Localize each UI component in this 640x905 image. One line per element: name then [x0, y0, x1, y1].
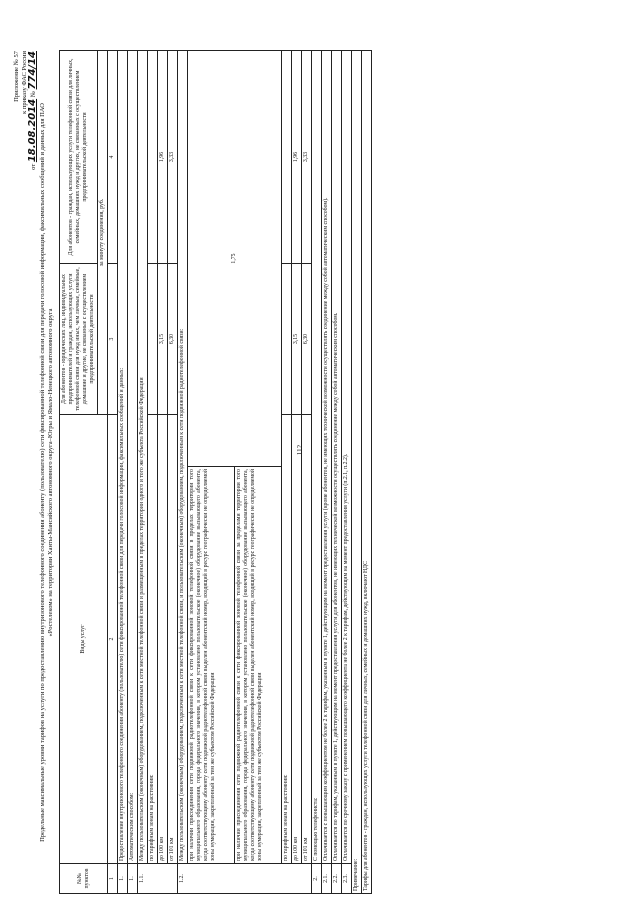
header-legal: Для абонентов - юридических лиц, индивидуальных предпринимателей и граждан, использующих услуги телефонной связи для нужд иных, чем личные, семейные, домашние и другие, не связанные с осуществлением предпринимательской деятельности [60, 264, 98, 415]
table-row [292, 51, 302, 894]
table-row [312, 51, 322, 894]
row-number: 1.1. [138, 864, 178, 894]
appendix-number: Приложение № 57 [13, 51, 20, 102]
date-label: от [30, 163, 37, 170]
col-number: 2 [108, 415, 118, 864]
tariff-citizens: 3,33 [302, 51, 312, 264]
row-text: Оплачивается с повышающим коэффициентом не более 2 к тарифам, указанным в пункте 1, действующим на момент предоставления услуги (кроме абонентов, не имеющих технической возможности осуществлять соединение между собой автоматическим способом). [322, 51, 332, 864]
table-row [138, 51, 148, 894]
tariff-legal: 6,30 [302, 264, 312, 415]
condition-a: при наличии присоединения сети подвижной радиотелефонной связи к сети фиксированной зоновой телефонной связи в пределах территории того муниципального образования, города федерального значения, в котором установлено пользовательское (оконечное) оборудование вызывающего абонента, когда соответствующему абоненту сети подвижной радиотелефонной связи выделен абонентский номер, входящий в ресурс географически не определяемой зоны нумерации, закрепленный за тем же субъектом Российской Федерации [188, 467, 235, 864]
zone-label: до 100 км [292, 415, 302, 864]
table-row [282, 51, 292, 894]
rotated-document [7, 45, 637, 900]
header-service: Виды услуг [60, 415, 108, 864]
table-row [148, 51, 158, 894]
column-number-row [108, 51, 118, 894]
handwritten-number: 774/14 [27, 51, 38, 90]
row-text: Автоматическим способом: [128, 51, 138, 864]
table-row [168, 51, 178, 894]
row-number: 2. [312, 864, 322, 894]
row-number: 2.1. [322, 864, 332, 894]
tariff-legal: 3,15 [292, 264, 302, 415]
table-row [178, 51, 188, 894]
condition-b: при наличии присоединения сети подвижной радиотелефонной связи к сети фиксированной зоновой телефонной связи за пределами территории того муниципального образования, города федерального значения, в котором установлено пользовательское (оконечное) оборудование вызывающего абонента, когда соответствующему абоненту сети подвижной радиотелефонной связи выделен абонентский номер, входящий в ресурс географически не определяемой зоны нумерации, закрепленный за тем же субъектом Российской Федерации [235, 467, 282, 864]
col-number: 4 [108, 51, 118, 264]
section-row [128, 51, 138, 894]
note-row [362, 51, 372, 894]
row-number: 2.3. [342, 864, 352, 894]
row-text: по тарифным зонам на расстояния: [282, 415, 292, 864]
table-row [302, 51, 312, 894]
tariff-legal: 3,15 [158, 264, 168, 415]
table-row [332, 51, 342, 894]
header-row [60, 51, 98, 894]
col-number: 1 [108, 864, 118, 894]
row-text: Оплачивается по тарифам, указанным в пункте 1, действующим на момент предоставления услуги для абонентов, не имеющих технической возможности осуществлять соединение между собой автоматическим способом. [332, 51, 342, 864]
table-row [342, 51, 352, 894]
row-text: Оплачивается по срочному заказу с применением повышающего коэффициента не более 2 к тарифам, действующим на момент предоставления услуги (п.2.1, п.2.2). [342, 51, 352, 864]
note-text: Тарифы для абонентов - граждан, использующих услуги телефонной связи для личных, семейных и домашних нужд, включают НДС [362, 51, 372, 894]
row-text: Предоставление внутризонового телефонного соединения абоненту (пользователю) сети фиксированной телефонной связи для передачи голосовой информации, факсимильных сообщений и данных: [118, 51, 128, 864]
row-text: по тарифным зонам на расстояния: [148, 415, 158, 864]
row-text: С помощью телефониста: [312, 51, 322, 864]
tariff-citizens: 3,33 [168, 51, 178, 264]
tariff-legal: 6,30 [168, 264, 178, 415]
col-number: 3 [108, 264, 118, 415]
zone-label: от 101 км [302, 415, 312, 864]
zone-label: до 100 км [158, 415, 168, 864]
row-number: 1. [128, 864, 138, 894]
tariff-citizens: 1,96 [158, 51, 168, 264]
note-label: Примечание: [352, 51, 362, 894]
tariff-mobile: 1,75 [188, 51, 282, 467]
header-citizens: Для абонентов - граждан, использующих услуги телефонной связи для личных, семейных, домашних нужд и других, не связанных с осуществлением предпринимательской деятельности [60, 51, 98, 264]
note-row [352, 51, 362, 894]
tariff-table [59, 50, 372, 894]
page-number: 112 [296, 444, 304, 456]
row-number: 2.2. [332, 864, 342, 894]
row-number: 1.2. [178, 864, 312, 894]
number-label: № [30, 91, 37, 98]
table-row [188, 51, 235, 894]
header-num: №№ пунктов [60, 864, 108, 894]
table-row [158, 51, 168, 894]
order-reference: к приказу ФАС России [21, 51, 28, 114]
zone-label: от 101 км [168, 415, 178, 864]
row-text: Между пользовательским (оконечным) оборудованием, подключенным к сети местной телефонной связи, и пользовательским (оконечным) оборудованием, подключенным к сети подвижной радиотелефонной связи: [178, 51, 188, 864]
appendix-header [13, 51, 38, 170]
document-title: Предельные максимальные уровни тарифов на услуги по предоставлению внутризонового телефонного соединения абоненту (пользователю) сети фиксированной телефонной связи для передачи голосовой информации, факсимильных сообщений и данных для ПАО «Ростелеком» на территории Ханты-Мансийского автономного округа–Югры и Ямало-Ненецкого автономного округа [39, 103, 54, 842]
header-unit: за минуту соединения, руб. [98, 51, 108, 415]
tariff-citizens: 1,96 [292, 51, 302, 264]
row-number: 1. [118, 864, 128, 894]
row-text: Между пользовательским (оконечным) оборудованием, подключенным к сети местной телефонной связи и размещенным в пределах территории одного и того же субъекта Российской Федерации [138, 51, 148, 864]
section-row [118, 51, 128, 894]
order-date-line [29, 51, 38, 170]
table-row [322, 51, 332, 894]
handwritten-date: 18.08.2014 [27, 98, 38, 163]
